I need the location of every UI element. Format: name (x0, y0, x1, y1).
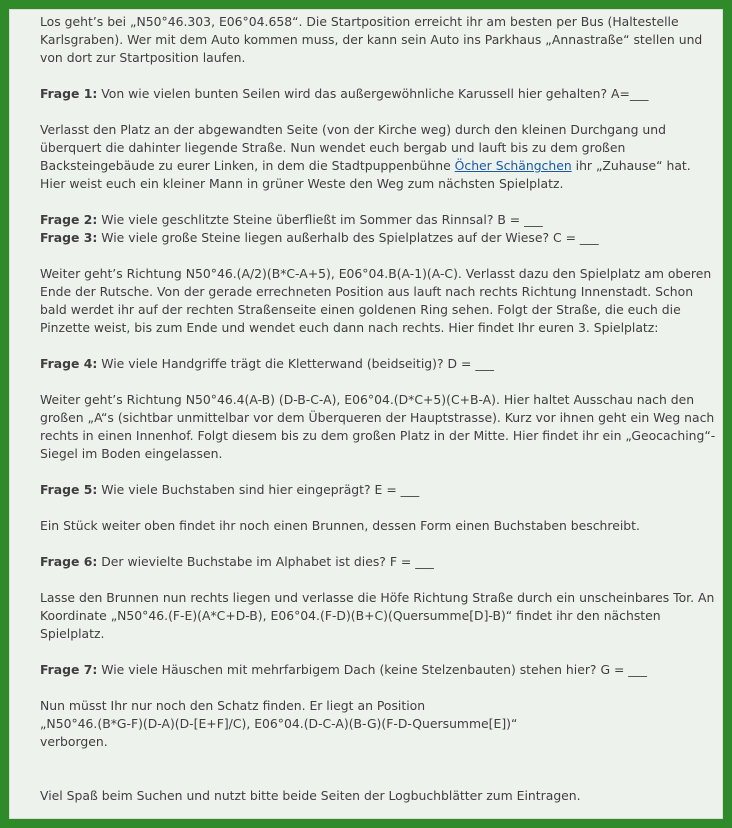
question-6-text: Der wievielte Buchstabe im Alphabet ist dies? F = ___ (97, 554, 434, 569)
spacer-line (40, 769, 716, 787)
question-4 (40, 355, 716, 373)
question-1-label: Frage 1: (40, 86, 98, 101)
final-coordinates: „N50°46.(B*G-F)(D-A)(D-[E+F]/C), E06°04.(D-C-A)(B-G)(F-D-Quersumme[E])“ (40, 716, 518, 731)
puppet-theater-link[interactable]: Öcher Schängchen (454, 158, 572, 173)
directions-paragraph-4: Ein Stück weiter oben findet ihr noch einen Brunnen, dessen Form einen Buchstaben beschreibt. (40, 518, 640, 533)
question-1-text: Von wie vielen bunten Seilen wird das außergewöhnliche Karussell hier gehalten? A=___ (97, 86, 649, 101)
directions-paragraph-2: Weiter geht’s Richtung N50°46.(A/2)(B*C-A+5), E06°04.B(A-1)(A-C). Verlasst dazu den Spielplatz am oberen Ende der Rutsche. Von der gerade errechneten Position aus lauft nach rechts Richtung Innenstadt. Schon bald werdet ihr auf der rechten Straßenseite einen goldenen Ring sehen. Folgt der Straße, die euch die Pinzette weist, bis zum Ende und wendet euch dann nach rechts. Hier findet Ihr euren 3. Spielplatz: (40, 266, 712, 335)
question-5 (40, 481, 716, 499)
question-6-label: Frage 6: (40, 554, 98, 569)
directions-paragraph-3: Weiter geht’s Richtung N50°46.4(A-B) (D-B-C-A), E06°04.(D*C+5)(C+B-A). Hier haltet Ausschau nach den großen „A“s (sichtbar unmittelbar vor dem Überqueren der Hauptstrasse). Kurz vor ihnen geht ein Weg nach rechts in einen Innenhof. Folgt diesem bis zu dem großen Platz in der Mitte. Hier findet ihr ein „Geocaching“-Siegel im Boden eingelassen. (40, 392, 716, 461)
question-5-label: Frage 5: (40, 482, 98, 497)
question-4-label: Frage 4: (40, 356, 98, 371)
question-1 (40, 85, 716, 103)
closing-paragraph: Viel Spaß beim Suchen und nutzt bitte beide Seiten der Logbuchblätter zum Eintragen. (40, 788, 581, 803)
question-7-text: Wie viele Häuschen mit mehrfarbigem Dach (keine Stelzenbauten) stehen hier? G = ___ (97, 662, 647, 677)
intro-paragraph: Los geht’s bei „N50°46.303, E06°04.658“. Die Startposition erreicht ihr am besten per Bus (Haltestelle Karlsgraben). Wer mit dem Auto kommen muss, der kann sein Auto ins Parkhaus „Annastraße“ stellen und von dort zur Startposition laufen. (40, 14, 703, 65)
directions-paragraph-5: Lasse den Brunnen nun rechts liegen und verlasse die Höfe Richtung Straße durch ein unscheinbares Tor. An Koordinate „N50°46.(F-E)(A*C+D-B), E06°04.(F-D)(B+C)(Quersumme[D]-B)“ findet ihr den nächsten Spielplatz. (40, 590, 715, 641)
cache-description (40, 13, 716, 805)
question-6 (40, 553, 716, 571)
question-3-label: Frage 3: (40, 230, 98, 245)
final-line-1: Nun müsst Ihr nur noch den Schatz finden. Er liegt an Position (40, 698, 426, 713)
question-2-label: Frage 2: (40, 212, 98, 227)
question-5-text: Wie viele Buchstaben sind hier eingeprägt? E = ___ (97, 482, 420, 497)
directions-text-before-link: Verlasst den Platz an der abgewandten Seite (von der Kirche weg) durch den kleinen Durchgang und überquert die dahinter liegende Straße. Nun wendet euch bergab und lauft bis zu dem großen Backsteingebäude zu eurer Linken, in dem die Stadtpuppenbühne (40, 122, 666, 173)
final-line-3: verborgen. (40, 734, 108, 749)
final-directions-paragraph (40, 697, 716, 751)
questions-2-3 (40, 211, 716, 247)
directions-text-after-link: ihr „Zuhause“ hat. Hier weist euch ein kleiner Mann in grüner Weste den Weg zum nächsten Spielplatz. (40, 158, 691, 191)
question-4-text: Wie viele Handgriffe trägt die Kletterwand (beidseitig)? D = ___ (97, 356, 494, 371)
question-3-text: Wie viele große Steine liegen außerhalb des Spielplatzes auf der Wiese? C = ___ (97, 230, 599, 245)
question-7-label: Frage 7: (40, 662, 98, 677)
question-2-text: Wie viele geschlitzte Steine überfließt im Sommer das Rinnsal? B = ___ (97, 212, 543, 227)
question-7 (40, 661, 716, 679)
content-panel (9, 9, 723, 819)
directions-paragraph-1 (40, 121, 716, 193)
